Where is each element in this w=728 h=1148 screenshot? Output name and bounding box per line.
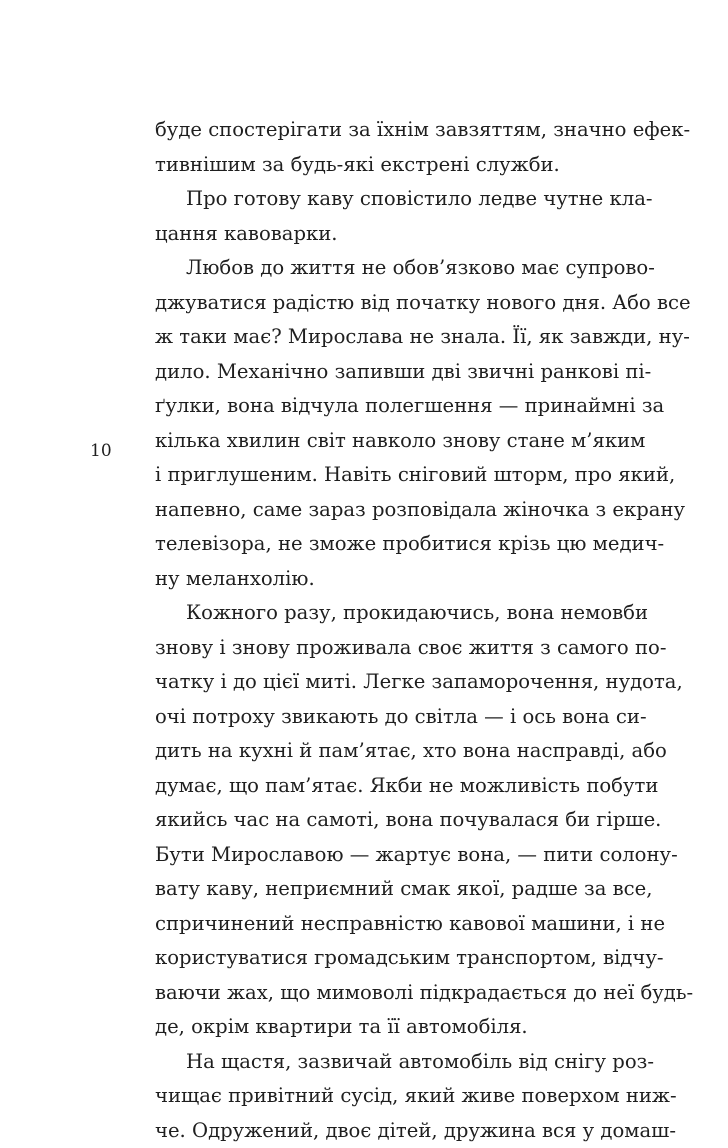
text-line: користуватися громадським транспортом, відчу-: [155, 941, 600, 976]
text-line: Бути Мирославою — жартує вона, — пити солону-: [155, 838, 600, 873]
text-line: На щастя, зазвичай автомобіль від снігу роз-: [155, 1045, 600, 1080]
text-line: дить на кухні й пам’ятає, хто вона насправді, або: [155, 734, 600, 769]
page-number: 10: [90, 434, 112, 469]
text-line: якийсь час на самоті, вона почувалася би гірше.: [155, 803, 600, 838]
text-line: тивнішим за будь-які екстрені служби.: [155, 148, 600, 183]
text-line: ж таки має? Мирослава не знала. Її, як завжди, ну-: [155, 320, 600, 355]
text-line: чищає привітний сусід, який живе поверхом ниж-: [155, 1079, 600, 1114]
text-line: кілька хвилин світ навколо знову стане м’яким: [155, 424, 600, 459]
text-line: Про готову каву сповістило ледве чутне кла-: [155, 182, 600, 217]
text-line: дило. Механічно запивши дві звичні ранкові пі-: [155, 355, 600, 390]
text-line: цання кавоварки.: [155, 217, 600, 252]
text-line: знову і знову проживала своє життя з самого по-: [155, 631, 600, 666]
text-line: буде спостерігати за їхнім завзяттям, значно ефек-: [155, 113, 600, 148]
text-line: і приглушеним. Навіть сніговий шторм, про який,: [155, 458, 600, 493]
text-line: ваючи жах, що мимоволі підкрадається до неї будь-: [155, 976, 600, 1011]
text-line: де, окрім квартири та її автомобіля.: [155, 1010, 600, 1045]
text-line: ну меланхолію.: [155, 562, 600, 597]
text-line: Кожного разу, прокидаючись, вона немовби: [155, 596, 600, 631]
text-line: спричинений несправністю кавової машини, і не: [155, 907, 600, 942]
text-line: очі потроху звикають до світла — і ось вона си-: [155, 700, 600, 735]
text-line: Любов до життя не обов’язково має супрово-: [155, 251, 600, 286]
text-line: чатку і до цієї миті. Легке запаморочення, нудота,: [155, 665, 600, 700]
text-line: ґулки, вона відчула полегшення — принаймні за: [155, 389, 600, 424]
text-line: джуватися радістю від початку нового дня. Або все: [155, 286, 600, 321]
text-line: думає, що пам’ятає. Якби не можливість побути: [155, 769, 600, 804]
text-line: вату каву, неприємний смак якої, радше за все,: [155, 872, 600, 907]
page-text: [155, 113, 600, 1148]
text-line: телевізора, не зможе пробитися крізь цю медич-: [155, 527, 600, 562]
text-line: че. Одружений, двоє дітей, дружина вся у домаш-: [155, 1114, 600, 1148]
text-line: напевно, саме зараз розповідала жіночка з екрану: [155, 493, 600, 528]
